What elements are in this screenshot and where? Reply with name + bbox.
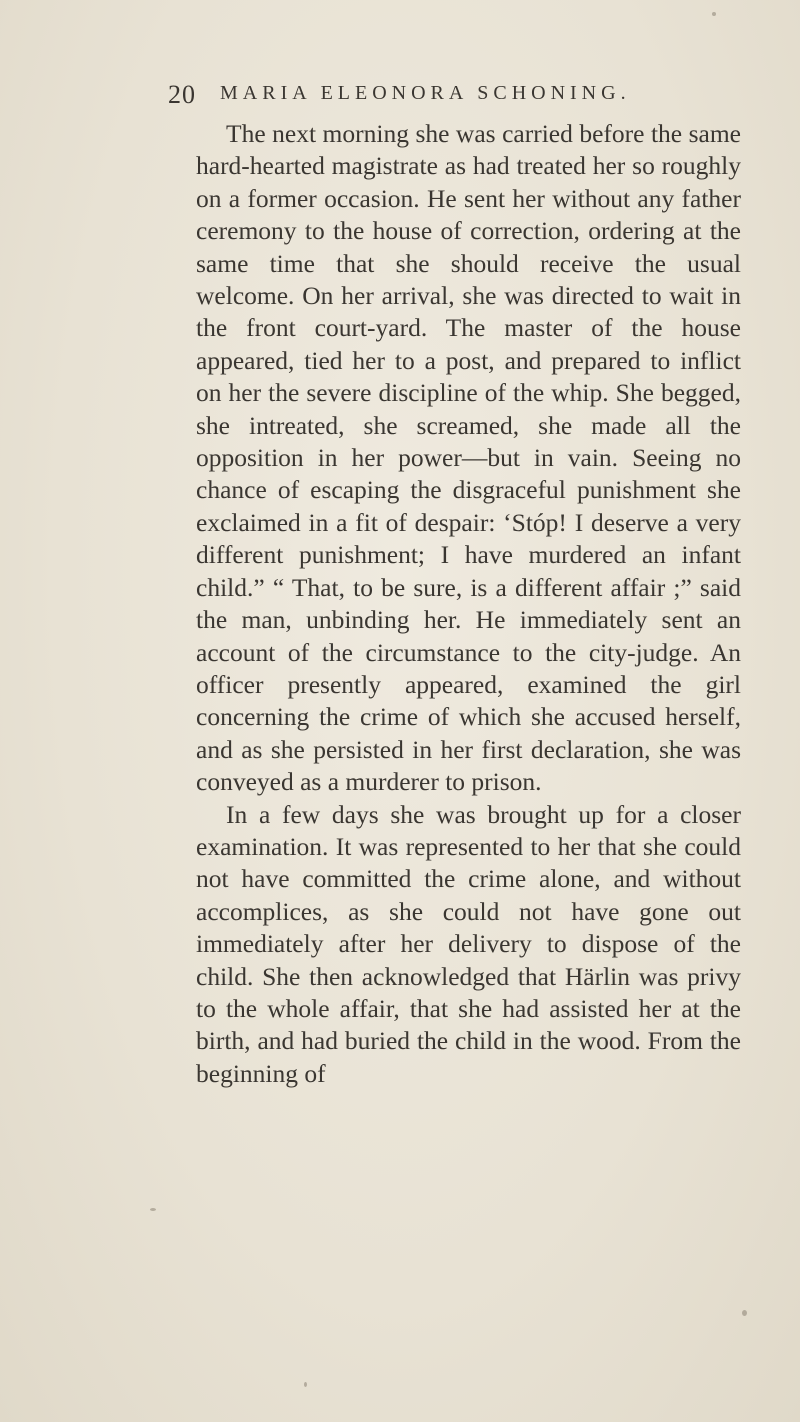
paragraph-2: In a few days she was brought up for a closer examination. It was represented to her that she could not have committed the crime alone, and without accomplices, as she could not have gone out immediately after her delivery to dispose of the child. She then acknowledged that Härlin was privy to the whole affair, that she had assisted her at the birth, and had buried the child in the wood. From the beginning of: [196, 799, 741, 1088]
paper-speck: [150, 1208, 156, 1211]
paper-speck: [712, 12, 716, 16]
running-head: [168, 80, 668, 114]
paper-speck: [742, 1310, 747, 1316]
page-number: 20: [168, 80, 196, 109]
paragraph-1: The next morning she was carried before the same hard-hearted magistrate as had treated her so roughly on a former occasion. He sent her without any father ceremony to the house of correction, ordering at the same time that she should receive the usual welcome. On her arrival, she was directed to wait in the front court-yard. The master of the house appeared, tied her to a post, and prepared to inflict on her the severe discipline of the whip. She begged, she intreated, she screamed, she made all the opposition in her power—but in vain. Seeing no chance of escaping the disgraceful punishment she exclaimed in a fit of despair: ‘Stóp! I deserve a very different punishment; I have murdered an infant child.” “ That, to be sure, is a different affair ;” said the man, unbinding her. He immediately sent an account of the circumstance to the city-judge. An officer presently appeared, examined the girl concerning the crime of which she accused herself, and as she persisted in her first declaration, she was conveyed as a murderer to prison.: [196, 119, 741, 797]
body-text: [196, 118, 741, 1090]
running-title: MARIA ELEONORA SCHONING.: [220, 82, 631, 104]
paper-speck: [304, 1382, 307, 1387]
